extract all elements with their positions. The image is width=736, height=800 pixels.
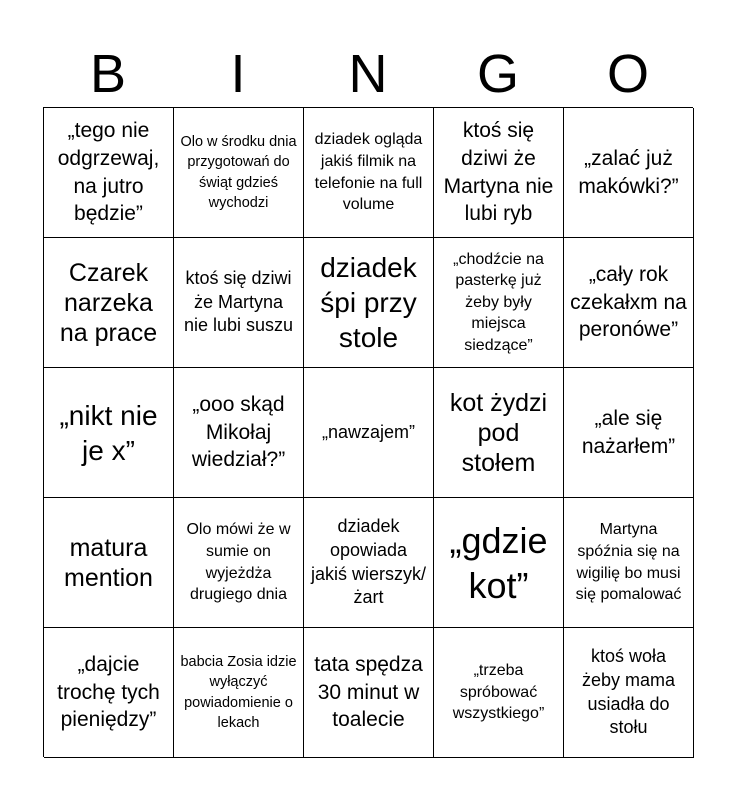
bingo-cell-r5c5[interactable] (564, 628, 694, 758)
cell-text: Czarek narzeka na prace (59, 258, 158, 347)
cell-text: „cały rok czekałxm na peronówe” (570, 262, 687, 342)
bingo-cell-r4c1[interactable] (44, 498, 174, 628)
bingo-cell-r5c2[interactable] (174, 628, 304, 758)
header-letter-o: O (606, 44, 649, 104)
bingo-cell-r2c2[interactable] (174, 238, 304, 368)
bingo-cell-r4c3[interactable] (304, 498, 434, 628)
bingo-cell-r5c4[interactable] (434, 628, 564, 758)
bingo-cell-r2c3[interactable] (304, 238, 434, 368)
cell-text: babcia Zosia idzie wyłączyć powiadomienie o lekach (180, 653, 297, 731)
cell-text: „nikt nie je x” (59, 399, 158, 466)
cell-text: kot żydzi pod stołem (449, 388, 548, 477)
cell-text: ktoś woła żeby mama usiadła do stołu (581, 646, 676, 738)
cell-text: Martyna spóźnia się na wigilię bo musi się pomalować (575, 521, 682, 604)
bingo-cell-r3c2[interactable] (174, 368, 304, 498)
cell-text: Olo mówi że w sumie on wyjeżdża drugiego dnia (186, 521, 291, 604)
header-letter-g: G (476, 44, 519, 104)
cell-text: Olo w środku dnia przygotowań do świąt gdzieś wychodzi (180, 133, 297, 211)
cell-text: „ale się nażarłem” (581, 406, 676, 458)
cell-text: tata spędza 30 minut w toalecie (314, 652, 423, 732)
header-letter-n: N (348, 44, 388, 104)
bingo-cell-r3c5[interactable] (564, 368, 694, 498)
bingo-board (43, 107, 693, 757)
bingo-cell-r1c2[interactable] (174, 108, 304, 238)
cell-text: „dajcie trochę tych pieniędzy” (57, 652, 160, 732)
header-letter-b: B (89, 44, 127, 104)
bingo-cell-r4c4[interactable] (434, 498, 564, 628)
header-letter-i: I (230, 44, 246, 104)
bingo-cell-r3c4[interactable] (434, 368, 564, 498)
cell-text: „ooo skąd Mikołaj wiedział?” (191, 392, 286, 472)
bingo-cell-r2c5[interactable] (564, 238, 694, 368)
cell-text: „gdzie kot” (449, 519, 548, 606)
cell-text: „nawzajem” (321, 421, 416, 442)
cell-text: „chodźcie na pasterkę już żeby były miejsca siedzące” (453, 250, 544, 354)
cell-text: „tego nie odgrzewaj, na jutro będzie” (57, 119, 160, 226)
bingo-cell-r2c4[interactable] (434, 238, 564, 368)
bingo-cell-r1c4[interactable] (434, 108, 564, 238)
bingo-cell-r3c1[interactable] (44, 368, 174, 498)
cell-text: „trzeba spróbować wszystkiego” (452, 662, 545, 723)
bingo-cell-r1c5[interactable] (564, 108, 694, 238)
bingo-cell-r4c5[interactable] (564, 498, 694, 628)
cell-text: matura mention (64, 533, 153, 592)
cell-text: ktoś się dziwi że Martyna nie lubi suszu (183, 267, 294, 336)
bingo-cell-r4c2[interactable] (174, 498, 304, 628)
bingo-cell-r5c3[interactable] (304, 628, 434, 758)
bingo-cell-r3c3[interactable] (304, 368, 434, 498)
cell-text: dziadek ogląda jakiś filmik na telefonie na full volume (314, 131, 423, 214)
bingo-cell-r1c3[interactable] (304, 108, 434, 238)
cell-text: „zalać już makówki?” (578, 146, 679, 198)
bingo-header (43, 40, 693, 108)
cell-text: ktoś się dziwi że Martyna nie lubi ryb (443, 119, 554, 226)
bingo-cell-r2c1[interactable] (44, 238, 174, 368)
bingo-cell-r1c1[interactable] (44, 108, 174, 238)
bingo-cell-r5c1[interactable] (44, 628, 174, 758)
cell-text: dziadek opowiada jakiś wierszyk/żart (310, 516, 426, 608)
cell-text: dziadek śpi przy stole (320, 252, 417, 353)
